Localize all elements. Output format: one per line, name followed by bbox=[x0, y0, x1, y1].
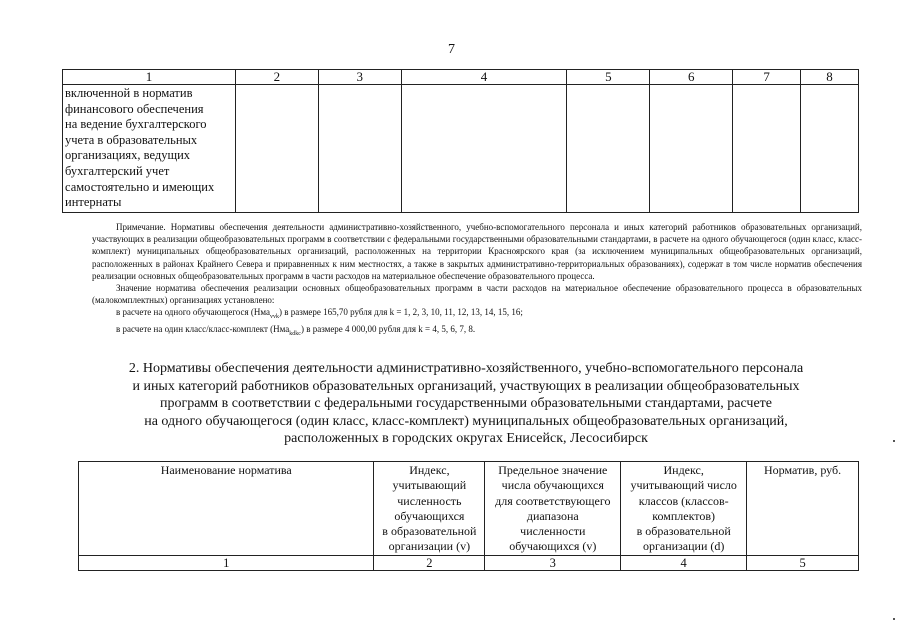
header-line: в образовательной bbox=[636, 524, 731, 539]
section-heading bbox=[86, 360, 846, 448]
header-cell-index-v bbox=[374, 462, 485, 556]
column-number: 6 bbox=[650, 70, 733, 85]
header-line: организации (v) bbox=[388, 539, 471, 554]
column-number: 7 bbox=[733, 70, 801, 85]
note-paragraph: Значение норматива обеспечения реализации основных общеобразовательных программ в части расходов на материальное обеспечение образовательного процесса в образовательных (малокомплектных) организациях установлено: bbox=[92, 283, 862, 306]
empty-cell bbox=[567, 85, 650, 213]
column-number: 5 bbox=[747, 555, 859, 570]
header-cell-limit bbox=[485, 462, 621, 556]
continuation-table bbox=[62, 69, 859, 213]
empty-cell bbox=[318, 85, 401, 213]
page-number: 7 bbox=[448, 42, 455, 57]
column-number: 2 bbox=[235, 70, 318, 85]
note-block bbox=[92, 221, 862, 340]
column-number: 3 bbox=[485, 555, 621, 570]
heading-line: на одного обучающегося (один класс, класс-комплект) муниципальных общеобразовательных организаций, bbox=[144, 413, 788, 429]
empty-cell bbox=[733, 85, 801, 213]
row-label-line: интернаты bbox=[65, 195, 122, 210]
row-label-line: включенной в норматив bbox=[65, 86, 193, 100]
row-label-cell bbox=[63, 85, 236, 213]
header-line: классов (классов- bbox=[638, 493, 729, 508]
heading-line: 2. Нормативы обеспечения деятельности административно-хозяйственного, учебно-вспомогательного персонала bbox=[128, 361, 804, 376]
scan-mark bbox=[893, 618, 895, 620]
header-line: числа обучающихся bbox=[501, 478, 604, 493]
row-label-line: организациях, ведущих bbox=[65, 148, 191, 163]
column-number: 5 bbox=[567, 70, 650, 85]
row-label-line: учета в образовательных bbox=[65, 132, 198, 147]
empty-cell bbox=[401, 85, 567, 213]
note-text: ) в размере 165,70 рубля для k = 1, 2, 3, 10, 11, 12, 13, 14, 15, 16; bbox=[279, 307, 523, 318]
empty-cell bbox=[801, 85, 859, 213]
note-subscript: kdkc bbox=[289, 331, 301, 338]
header-line: численность bbox=[397, 493, 462, 508]
header-line: Норматив, руб. bbox=[763, 463, 842, 477]
row-label-line: на ведение бухгалтерского bbox=[65, 117, 207, 132]
header-line: Наименование норматива bbox=[160, 463, 292, 477]
column-number: 3 bbox=[318, 70, 401, 85]
column-number: 1 bbox=[79, 555, 374, 570]
empty-cell bbox=[650, 85, 733, 213]
row-label-line: бухгалтерский учет bbox=[65, 163, 170, 178]
header-line: Индекс, bbox=[663, 463, 704, 477]
header-row bbox=[79, 462, 859, 556]
heading-line: и иных категорий работников образовательных организаций, участвующих в реализации общеобразовательных bbox=[132, 378, 800, 394]
column-number: 8 bbox=[801, 70, 859, 85]
column-number: 2 bbox=[374, 555, 485, 570]
header-line: учитывающий bbox=[392, 478, 467, 493]
header-line: организации (d) bbox=[642, 539, 725, 554]
header-cell-index-d bbox=[621, 462, 747, 556]
column-number: 4 bbox=[621, 555, 747, 570]
heading-line: программ в соответствии с федеральными государственными образовательными стандартами, расчете bbox=[159, 396, 772, 412]
note-text: в расчете на одного обучающегося (Нма bbox=[116, 307, 271, 318]
header-line: численности bbox=[520, 524, 586, 539]
header-line: обучающихся (v) bbox=[509, 539, 597, 554]
header-cell-normative bbox=[747, 462, 859, 556]
header-line: диапазона bbox=[526, 508, 579, 523]
scan-mark bbox=[893, 440, 895, 442]
row-label-line: самостоятельно и имеющих bbox=[65, 179, 215, 194]
header-line: обучающихся bbox=[394, 508, 465, 523]
note-text: ) в размере 4 000,00 рубля для k = 4, 5, 6, 7, 8. bbox=[300, 324, 476, 335]
column-number: 1 bbox=[63, 70, 236, 85]
note-text: в расчете на один класс/класс-комплект (Нма bbox=[116, 324, 290, 335]
header-cell-name bbox=[79, 462, 374, 556]
column-number: 4 bbox=[401, 70, 567, 85]
heading-line: расположенных в городских округах Енисейск, Лесосибирск bbox=[284, 431, 648, 447]
table-row bbox=[63, 85, 859, 213]
header-line: в образовательной bbox=[382, 524, 477, 539]
note-line bbox=[92, 306, 862, 323]
column-number-row bbox=[63, 70, 859, 85]
header-line: для соответствующего bbox=[495, 493, 611, 508]
empty-cell bbox=[235, 85, 318, 213]
note-subscript: vvk bbox=[270, 314, 280, 321]
row-label-line: финансового обеспечения bbox=[65, 101, 204, 116]
column-number-row bbox=[79, 555, 859, 570]
normatives-table bbox=[78, 461, 859, 571]
note-paragraph: Примечание. Нормативы обеспечения деятельности административно-хозяйственного, учебно-вспомогательного персонала и иных категорий работников образовательных организаций, участвующих в реализации общеобразовательных программ в соответствии с федеральными государственными образовательными стандартами, в расчете на одного обучающегося (один класс, класс-комплект) муниципальных общеобразовательных организаций, расположенных на территории Красноярского края (за исключением муниципальных общеобразовательных организаций, расположенных в районах Крайнего Севера и приравненных к ним местностях, а также в закрытых административно-территориальных образованиях), содержат в том числе норматив обеспечения реализации основных общеобразовательных программ в части расходов на материальное обеспечение образовательного процесса. bbox=[92, 222, 862, 281]
note-line bbox=[92, 323, 862, 340]
header-line: Индекс, bbox=[409, 463, 450, 477]
header-line: комплектов) bbox=[652, 508, 716, 523]
header-line: Предельное значение bbox=[498, 463, 608, 477]
header-line: учитывающий число bbox=[630, 478, 737, 493]
